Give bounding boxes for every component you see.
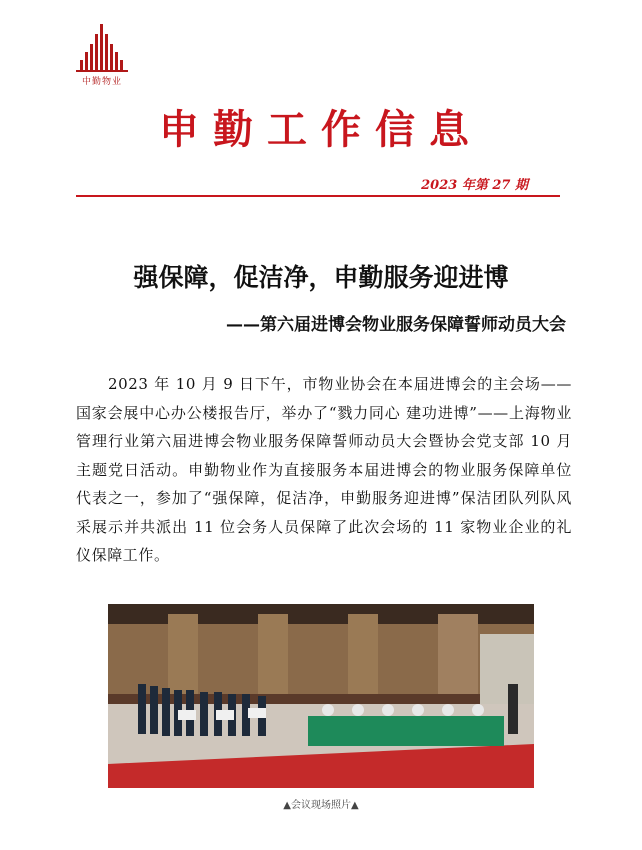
masthead-title: 申勤工作信息 [159, 107, 483, 153]
photo-caption: ▲会议现场照片▲ [283, 800, 359, 811]
logo-text: 中勤物业 [81, 77, 122, 87]
meeting-photo [108, 604, 534, 788]
article-subtitle: ——第六届进博会物业服务保障誓师动员大会 [226, 315, 566, 335]
article-title: 强保障，促洁净，申勤服务迎进博 [133, 263, 509, 292]
article-body: 2023 年 10 月 9 日下午，市物业协会在本届进博会的主会场——国家会展中心办公楼报告厅，举办了“戮力同心 建功进博”——上海物业管理行业第六届进博会物业服务保障誓师动员大会暨协会党支部 10 月主题党日活动。申勤物业作为直接服务本届进博会的物业服务保障单位代表之一，参加了“强保障，促洁净，申勤服务迎进博”保洁团队列队风采展示并共派出 11 位会务人员保障了此次会场的 11 家物业企业的礼仪保障工作。 [76, 375, 572, 564]
header-divider [76, 195, 560, 197]
issue-number: 2023 年第 27 期 [421, 178, 528, 193]
